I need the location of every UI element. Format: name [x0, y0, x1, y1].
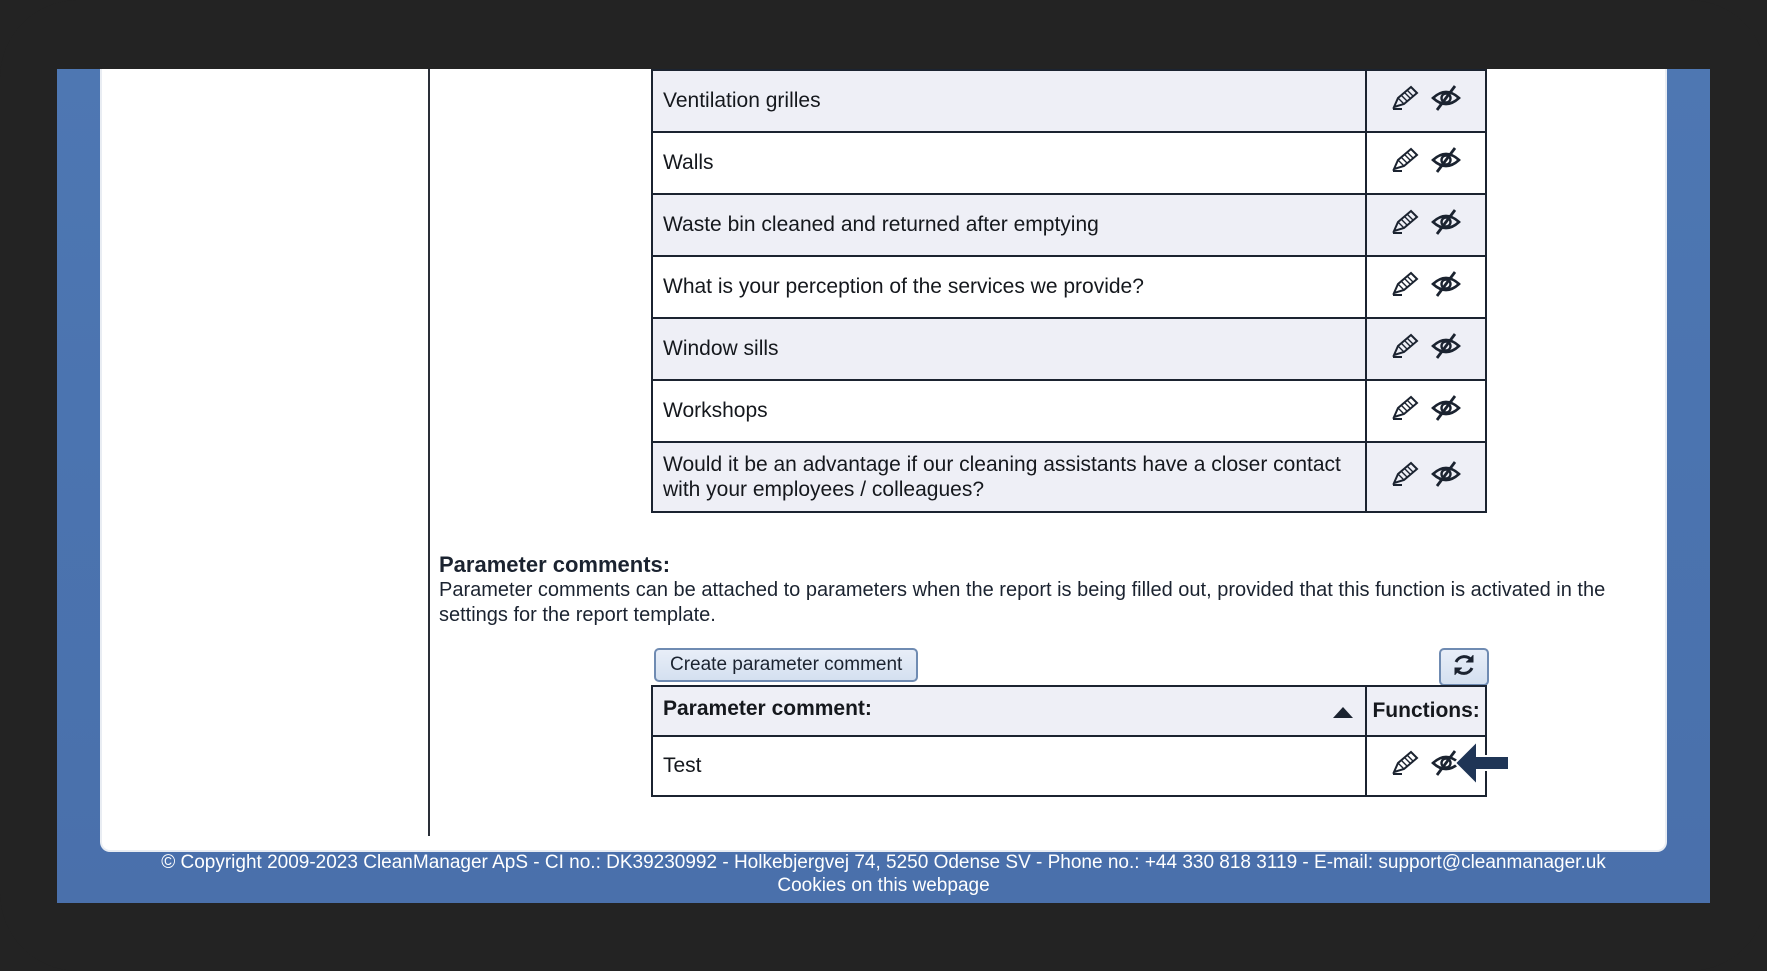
table-row [652, 318, 1486, 380]
parameter-label: Would it be an advantage if our cleaning assistants have a closer contact with your employees / colleagues? [652, 442, 1366, 512]
sort-ascending-icon[interactable] [1331, 701, 1355, 725]
create-parameter-comment-button[interactable]: Create parameter comment [654, 648, 918, 682]
pencil-icon[interactable] [1390, 84, 1420, 112]
functions-cell [1366, 442, 1486, 512]
sidebar-divider [428, 69, 430, 836]
table-row [652, 442, 1486, 512]
eye-slash-icon[interactable] [1430, 208, 1462, 236]
functions-cell [1366, 70, 1486, 132]
comment-label: Test [652, 736, 1366, 796]
functions-cell [1366, 318, 1486, 380]
eye-slash-icon[interactable] [1430, 84, 1462, 112]
refresh-button[interactable] [1439, 648, 1489, 686]
table-row [652, 194, 1486, 256]
table-header-row [652, 686, 1486, 736]
column-header-comment[interactable] [652, 686, 1366, 736]
functions-cell [1366, 132, 1486, 194]
parameter-label: Ventilation grilles [652, 70, 1366, 132]
footer-copyright: © Copyright 2009-2023 CleanManager ApS - CI no.: DK39230992 - Holkebjergvej 74, 5250 Odense SV - Phone no.: +44 330 818 3119 - E-mail: support@cleanmanager.uk [161, 852, 1606, 873]
content-panel [100, 69, 1667, 852]
footer [57, 851, 1710, 897]
section-description: Parameter comments can be attached to parameters when the report is being filled out, provided that this function is activated in the settings for the report template. [439, 579, 1606, 626]
parameter-label: Workshops [652, 380, 1366, 442]
table-row [652, 70, 1486, 132]
pencil-icon[interactable] [1390, 270, 1420, 298]
parameter-label: Window sills [652, 318, 1366, 380]
functions-cell [1366, 194, 1486, 256]
pencil-icon[interactable] [1390, 749, 1420, 777]
pencil-icon[interactable] [1390, 394, 1420, 422]
eye-slash-icon[interactable] [1430, 394, 1462, 422]
eye-slash-icon[interactable] [1430, 460, 1462, 488]
pencil-icon[interactable] [1390, 460, 1420, 488]
arrow-left-icon [1453, 738, 1511, 793]
column-header-label: Parameter comment: [663, 697, 872, 720]
table-row [652, 380, 1486, 442]
table-row [652, 736, 1486, 796]
parameters-table [651, 69, 1487, 513]
eye-slash-icon[interactable] [1430, 332, 1462, 360]
pencil-icon[interactable] [1390, 208, 1420, 236]
column-header-functions: Functions: [1366, 686, 1486, 736]
parameter-label: What is your perception of the services we provide? [652, 256, 1366, 318]
eye-slash-icon[interactable] [1430, 146, 1462, 174]
functions-cell [1366, 380, 1486, 442]
section-title: Parameter comments: [439, 552, 671, 577]
pencil-icon[interactable] [1390, 146, 1420, 174]
refresh-icon [1451, 652, 1477, 683]
table-row [652, 256, 1486, 318]
parameter-label: Walls [652, 132, 1366, 194]
eye-slash-icon[interactable] [1430, 270, 1462, 298]
table-row [652, 132, 1486, 194]
functions-cell [1366, 256, 1486, 318]
pencil-icon[interactable] [1390, 332, 1420, 360]
cookies-link[interactable]: Cookies on this webpage [777, 875, 990, 896]
parameter-label: Waste bin cleaned and returned after emptying [652, 194, 1366, 256]
browser-viewport [57, 69, 1710, 903]
parameter-comments-table [651, 685, 1487, 797]
